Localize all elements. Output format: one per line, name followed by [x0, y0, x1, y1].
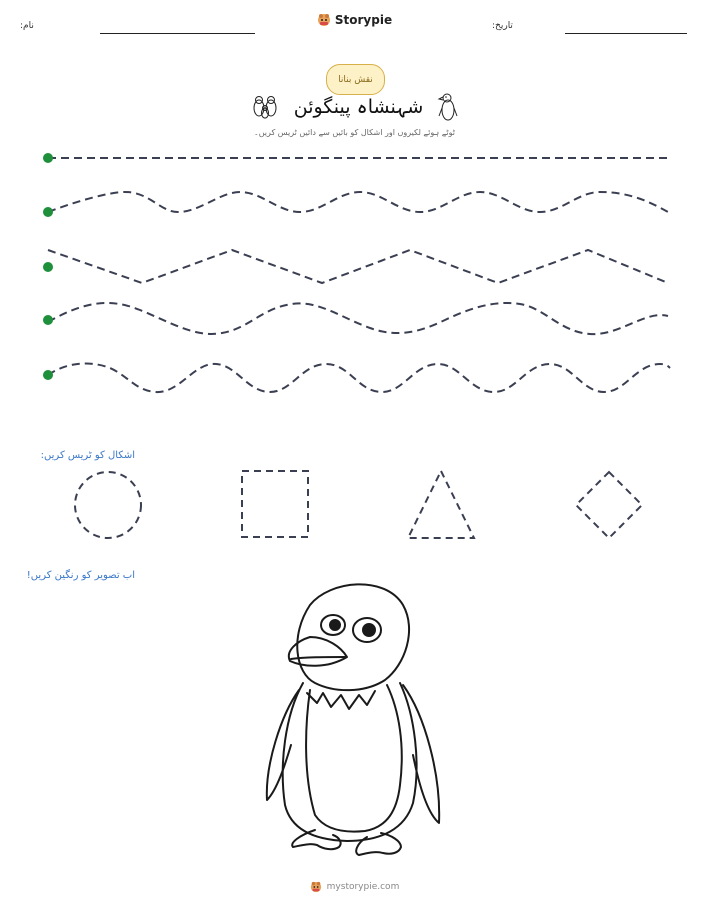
storypie-footer-icon: [310, 881, 322, 893]
penguin-family-icon: [250, 94, 280, 120]
name-line[interactable]: [100, 33, 255, 34]
name-label: نام:: [20, 21, 34, 31]
start-dot-2: [43, 207, 53, 217]
tracing-shapes: [0, 460, 709, 550]
footer: [0, 878, 709, 897]
coloring-section-label: اب تصویر کو رنگین کریں!: [26, 570, 135, 581]
date-line[interactable]: [565, 33, 687, 34]
start-dot-5: [43, 370, 53, 380]
shape-circle: [75, 472, 141, 538]
page-title: شہنشاہ پینگوئن: [293, 96, 424, 118]
trace-line-loop-wave: [48, 364, 670, 393]
footer-url[interactable]: mystorypie.com: [326, 882, 400, 892]
instructions: ٹوٹے ہوئے لکیروں اور اشکال کو بائیں سے دائیں ٹریس کریں۔: [254, 128, 455, 137]
trace-line-wave: [48, 192, 668, 212]
worksheet-header: [0, 0, 709, 50]
penguin-icon: [437, 92, 459, 122]
shape-triangle: [408, 471, 474, 538]
shape-diamond: [576, 472, 642, 538]
tracing-lines: [0, 140, 709, 395]
date-label: تاریخ:: [492, 21, 513, 31]
trace-line-zigzag: [48, 250, 668, 283]
trace-line-wave-2: [48, 303, 668, 334]
storypie-mascot-icon: [317, 13, 331, 27]
shapes-section-label: اشکال کو ٹریس کریں:: [40, 450, 135, 461]
penguin-coloring-image: [255, 575, 455, 865]
title-row: [0, 92, 709, 122]
start-dot-1: [43, 153, 53, 163]
activity-badge: نقش بنانا: [326, 64, 385, 95]
start-dot-3: [43, 262, 53, 272]
shape-square: [242, 471, 308, 537]
brand-name: Storypie: [334, 13, 393, 27]
start-dot-4: [43, 315, 53, 325]
brand-logo: [0, 12, 709, 31]
